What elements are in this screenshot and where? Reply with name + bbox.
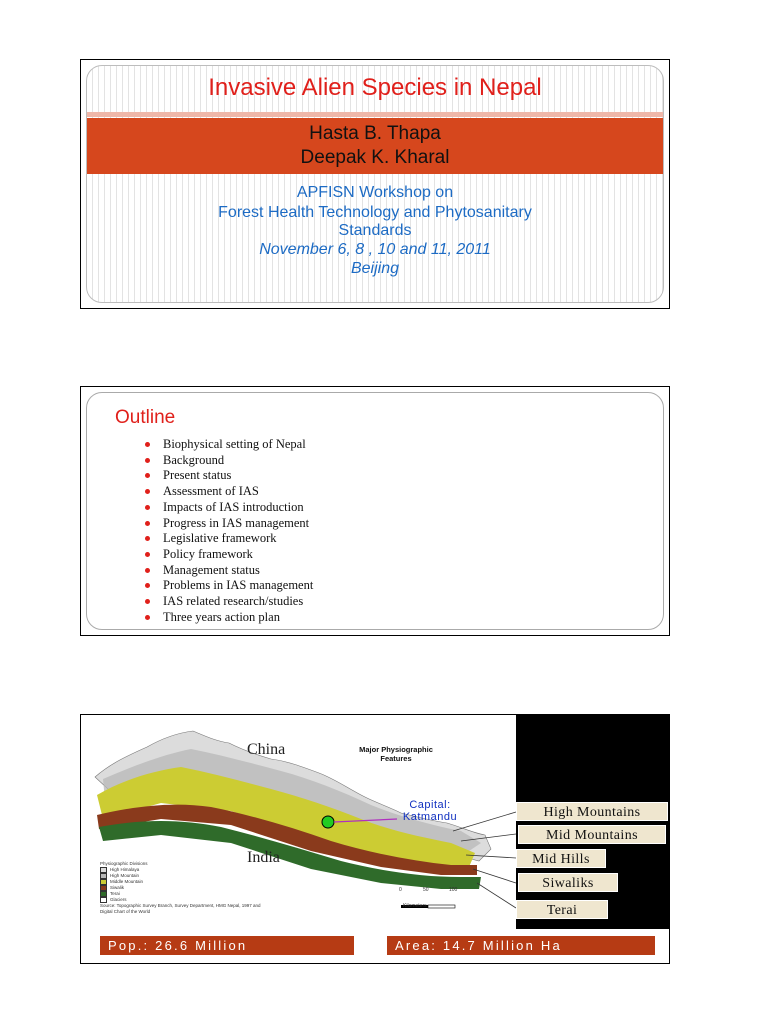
kathmandu-marker xyxy=(322,816,334,828)
outline-item-text: Background xyxy=(163,452,225,467)
zone-labels-background xyxy=(516,715,669,929)
outline-heading: Outline xyxy=(115,407,176,428)
map-source: Source: Topographic Survey Branch, Survey Department, HMG Nepal, 1997 and Digital Chart of the World xyxy=(100,903,261,914)
workshop-line-2: Forest Health Technology and Phytosanitary xyxy=(218,204,532,221)
bullet-icon xyxy=(145,599,150,604)
scale-label: 50 xyxy=(423,887,429,893)
title-slide xyxy=(80,59,670,309)
bullet-icon xyxy=(145,458,150,463)
legend-label: Middle Mountain xyxy=(110,878,144,884)
outline-item xyxy=(145,547,313,563)
outline-item xyxy=(145,578,313,594)
physiography-slide xyxy=(80,714,670,964)
author-1: Hasta B. Thapa xyxy=(309,123,441,144)
population-bar: Pop.: 26.6 Million xyxy=(100,936,354,955)
scale-unit: Kilometers xyxy=(403,903,427,909)
bullet-icon xyxy=(145,489,150,494)
map-title-line-1: Major Physiographic xyxy=(359,745,433,754)
outline-slide xyxy=(80,386,670,636)
outline-slide-panel xyxy=(86,392,664,630)
map-title xyxy=(346,745,446,763)
outline-item-text: Assessment of IAS xyxy=(163,484,259,499)
presentation-title: Invasive Alien Species in Nepal xyxy=(208,74,542,101)
scale-label: 0 xyxy=(399,887,402,893)
outline-list xyxy=(145,437,313,625)
legend-label: Siwalik xyxy=(110,884,125,890)
bullet-icon xyxy=(145,505,150,510)
outline-item-text: Impacts of IAS introduction xyxy=(163,499,304,514)
outline-item xyxy=(145,610,313,626)
workshop-line-3: Standards xyxy=(338,222,412,239)
outline-item xyxy=(145,484,313,500)
map-scale-bar xyxy=(399,887,459,914)
title-slide-panel xyxy=(86,65,664,303)
bullet-icon xyxy=(145,552,150,557)
capital-label-line-2: Katmandu xyxy=(402,811,458,823)
outline-item-text: Three years action plan xyxy=(163,609,280,624)
zone-siwaliks: Siwaliks xyxy=(518,873,618,892)
outline-item xyxy=(145,531,313,547)
workshop-dates: November 6, 8 , 10 and 11, 2011 xyxy=(259,241,491,258)
outline-item xyxy=(145,453,313,469)
bullet-icon xyxy=(145,536,150,541)
bullet-icon xyxy=(145,615,150,620)
authors-band xyxy=(87,118,663,174)
zone-mid-hills: Mid Hills xyxy=(516,849,606,868)
outline-item xyxy=(145,468,313,484)
bullet-icon xyxy=(145,568,150,573)
scale-label: 100 xyxy=(449,887,458,893)
area-bar: Area: 14.7 Million Ha xyxy=(387,936,655,955)
label-china: China xyxy=(247,741,286,758)
outline-item xyxy=(145,437,313,453)
outline-item xyxy=(145,516,313,532)
zone-mid-mountains: Mid Mountains xyxy=(518,825,666,844)
capital-label-line-1: Capital: xyxy=(409,799,451,811)
outline-item-text: Legislative framework xyxy=(163,531,277,546)
pointer-terai xyxy=(477,883,516,908)
outline-item-text: Management status xyxy=(163,562,260,577)
legend-label: High Mountain xyxy=(110,872,140,878)
workshop-place: Beijing xyxy=(350,260,400,277)
workshop-line-1: APFISN Workshop on xyxy=(296,184,454,201)
outline-item-text: IAS related research/studies xyxy=(163,594,304,609)
map-legend xyxy=(100,861,148,903)
legend-label: Glaciers xyxy=(110,896,127,902)
title-divider xyxy=(87,112,663,117)
legend-title: Physiographic Divisions xyxy=(100,861,148,866)
outline-item xyxy=(145,594,313,610)
legend-label: High Himalaya xyxy=(110,866,140,872)
capital-label xyxy=(395,799,465,823)
zone-high-mountains: High Mountains xyxy=(516,802,668,821)
map-title-line-2: Features xyxy=(380,754,412,763)
label-india: India xyxy=(247,849,280,866)
outline-item xyxy=(145,563,313,579)
bullet-icon xyxy=(145,521,150,526)
outline-item-text: Present status xyxy=(163,468,232,483)
outline-item-text: Progress in IAS management xyxy=(163,515,310,530)
swatch-icon xyxy=(100,897,107,903)
bullet-icon xyxy=(145,442,150,447)
bullet-icon xyxy=(145,583,150,588)
outline-item-text: Policy framework xyxy=(163,546,253,561)
bullet-icon xyxy=(145,473,150,478)
outline-item-text: Biophysical setting of Nepal xyxy=(163,437,306,451)
legend-item xyxy=(100,879,148,885)
author-2: Deepak K. Kharal xyxy=(300,147,450,168)
outline-item xyxy=(145,500,313,516)
outline-item-text: Problems in IAS management xyxy=(163,578,314,593)
legend-item xyxy=(100,897,148,903)
zone-terai: Terai xyxy=(516,900,608,919)
legend-label: Terai xyxy=(110,890,120,896)
